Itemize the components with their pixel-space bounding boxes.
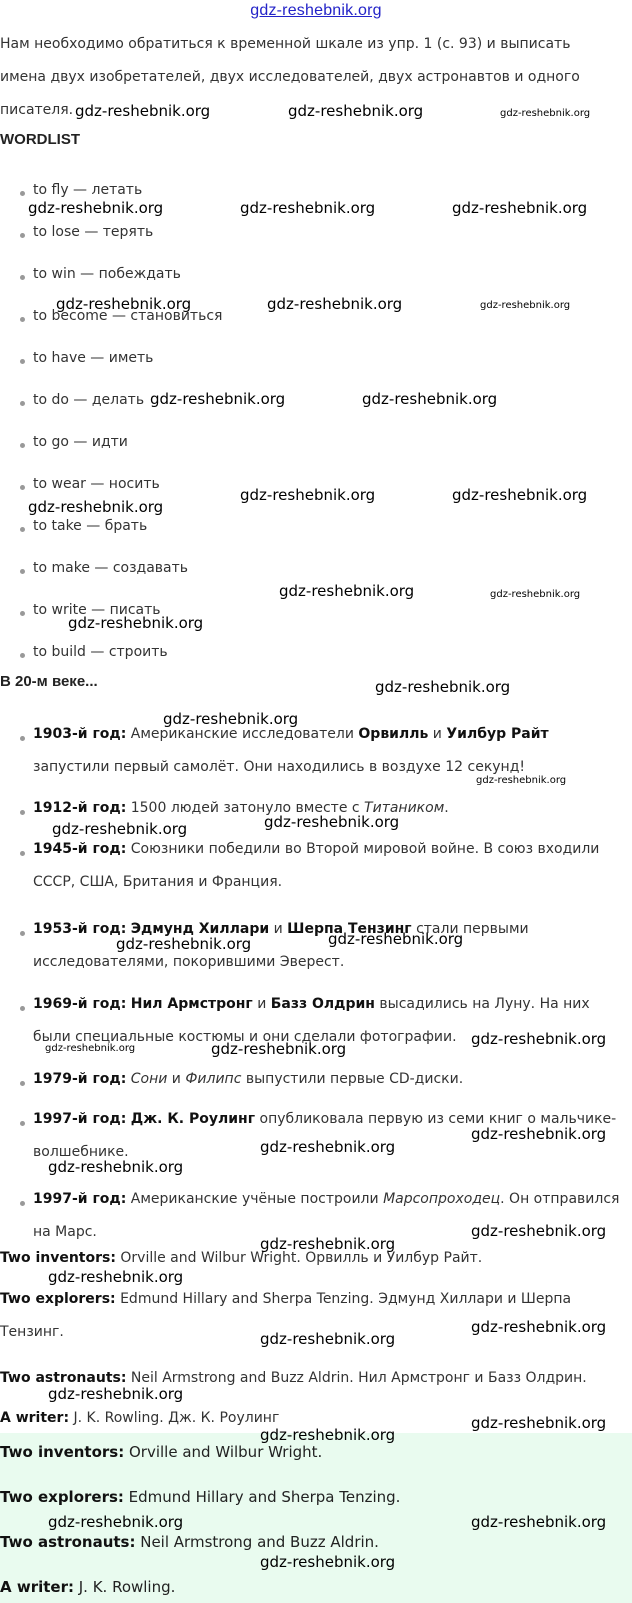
watermark: gdz-reshebnik.org	[452, 486, 588, 504]
bullet-dot	[20, 569, 25, 574]
wordlist-title: WORDLIST	[0, 131, 80, 148]
watermark: gdz-reshebnik.org	[471, 1030, 607, 1048]
bullet-dot	[20, 1121, 25, 1126]
list-item: to fly — летать	[33, 182, 143, 198]
green-answer-explorers: Two explorers: Edmund Hillary and Sherpa Tenzing.	[0, 1488, 401, 1506]
watermark: gdz-reshebnik.org	[500, 108, 591, 119]
watermark: gdz-reshebnik.org	[260, 1426, 396, 1444]
list-item: to do — делать	[33, 392, 145, 408]
timeline-item-1903-plane: 1903-й год: Американские исследователи Орвилль и Уилбур Райт запустили первый самолёт. Они находились в воздухе 12 секунд!	[33, 726, 549, 775]
timeline-item-1969-moon: 1969-й год: Нил Армстронг и Базз Олдрин высадились на Луну. На них были специальные костюмы и они сделали фотографии.	[33, 996, 590, 1045]
timeline-item-1997-mars: 1997-й год: Американские учёные построили Марсопроходец. Он отправился на Марс.	[33, 1191, 620, 1240]
list-item: to make — создавать	[33, 560, 189, 576]
bullet-dot	[20, 1201, 25, 1206]
watermark: gdz-reshebnik.org	[264, 813, 400, 831]
bullet-dot	[20, 485, 25, 490]
watermark: gdz-reshebnik.org	[240, 199, 376, 217]
answer-explorers: Two explorers: Edmund Hillary and Sherpa Tenzing. Эдмунд Хиллари и Шерпа Тензинг.	[0, 1291, 572, 1340]
watermark: gdz-reshebnik.org	[260, 1138, 396, 1156]
bullet-dot	[20, 233, 25, 238]
watermark: gdz-reshebnik.org	[28, 498, 164, 516]
green-answer-astronauts: Two astronauts: Neil Armstrong and Buzz Aldrin.	[0, 1533, 379, 1551]
bullet-dot	[20, 810, 25, 815]
watermark: gdz-reshebnik.org	[211, 1040, 347, 1058]
bullet-dot	[20, 275, 25, 280]
timeline-item-1953-everest: 1953-й год: Эдмунд Хиллари и Шерпа Тензинг стали первыми исследователями, покорившими Эверест.	[33, 921, 529, 970]
list-item: to become — становиться	[33, 308, 223, 324]
answer-writer: A writer: J. K. Rowling. Дж. К. Роулинг	[0, 1410, 280, 1426]
bullet-dot	[20, 401, 25, 406]
bullet-dot	[20, 851, 25, 856]
site-header-link[interactable]: gdz-reshebnik.org	[250, 2, 382, 19]
watermark: gdz-reshebnik.org	[288, 102, 424, 120]
green-answer-inventors: Two inventors: Orville and Wilbur Wright.	[0, 1443, 323, 1461]
timeline-item-1912-titanic: 1912-й год: 1500 людей затонуло вместе с Титаником.	[33, 800, 449, 816]
list-item: to lose — терять	[33, 224, 154, 240]
watermark: gdz-reshebnik.org	[116, 935, 252, 953]
list-item: to take — брать	[33, 518, 148, 534]
watermark: gdz-reshebnik.org	[48, 1268, 184, 1286]
bullet-dot	[20, 653, 25, 658]
watermark: gdz-reshebnik.org	[260, 1553, 396, 1571]
watermark: gdz-reshebnik.org	[163, 710, 299, 728]
list-item: to go — идти	[33, 434, 128, 450]
watermark: gdz-reshebnik.org	[48, 1158, 184, 1176]
answer-inventors: Two inventors: Orville and Wilbur Wright. Орвилль и Уилбур Райт.	[0, 1250, 483, 1266]
watermark: gdz-reshebnik.org	[260, 1235, 396, 1253]
answer-astronauts: Two astronauts: Neil Armstrong and Buzz Aldrin. Нил Армстронг и Базз Олдрин.	[0, 1370, 587, 1386]
watermark: gdz-reshebnik.org	[150, 390, 286, 408]
bullet-dot	[20, 611, 25, 616]
bullet-dot	[20, 191, 25, 196]
watermark: gdz-reshebnik.org	[471, 1222, 607, 1240]
watermark: gdz-reshebnik.org	[45, 1043, 136, 1054]
watermark: gdz-reshebnik.org	[56, 295, 192, 313]
watermark: gdz-reshebnik.org	[476, 775, 567, 786]
watermark: gdz-reshebnik.org	[48, 1513, 184, 1531]
answer-box	[0, 1433, 632, 1603]
bullet-dot	[20, 1006, 25, 1011]
watermark: gdz-reshebnik.org	[471, 1125, 607, 1143]
watermark: gdz-reshebnik.org	[48, 1385, 184, 1403]
watermark: gdz-reshebnik.org	[375, 678, 511, 696]
task-intro: Нам необходимо обратиться к временной шкале из упр. 1 (с. 93) и выписать имена двух изобретателей, двух исследователей, двух астронавтов и одного писателя.	[0, 36, 580, 118]
bullet-dot	[20, 527, 25, 532]
watermark: gdz-reshebnik.org	[68, 614, 204, 632]
watermark: gdz-reshebnik.org	[452, 199, 588, 217]
watermark: gdz-reshebnik.org	[471, 1318, 607, 1336]
bullet-dot	[20, 736, 25, 741]
bullet-dot	[20, 1081, 25, 1086]
watermark: gdz-reshebnik.org	[267, 295, 403, 313]
watermark: gdz-reshebnik.org	[240, 486, 376, 504]
timeline-item-1979-cd: 1979-й год: Сони и Филипс выпустили первые CD-диски.	[33, 1071, 464, 1087]
watermark: gdz-reshebnik.org	[480, 300, 571, 311]
watermark: gdz-reshebnik.org	[260, 1330, 396, 1348]
bullet-dot	[20, 317, 25, 322]
bullet-dot	[20, 443, 25, 448]
watermark: gdz-reshebnik.org	[328, 930, 464, 948]
green-answer-writer: A writer: J. K. Rowling.	[0, 1578, 176, 1596]
list-item: to build — строить	[33, 644, 168, 660]
timeline-item-1997-rowling: 1997-й год: Дж. К. Роулинг опубликовала первую из семи книг о мальчике-волшебнике.	[33, 1111, 617, 1160]
watermark: gdz-reshebnik.org	[52, 820, 188, 838]
watermark: gdz-reshebnik.org	[490, 589, 581, 600]
list-item: to write — писать	[33, 602, 161, 618]
watermark: gdz-reshebnik.org	[75, 102, 211, 120]
list-item: to win — побеждать	[33, 266, 181, 282]
list-item: to have — иметь	[33, 350, 154, 366]
watermark: gdz-reshebnik.org	[471, 1414, 607, 1432]
timeline-item-1945-war: 1945-й год: Союзники победили во Второй мировой войне. В союз входили СССР, США, Британия и Франция.	[33, 841, 600, 890]
watermark: gdz-reshebnik.org	[362, 390, 498, 408]
watermark: gdz-reshebnik.org	[471, 1513, 607, 1531]
watermark: gdz-reshebnik.org	[28, 199, 164, 217]
bullet-dot	[20, 931, 25, 936]
timeline-title: В 20-м веке...	[0, 673, 98, 690]
list-item: to wear — носить	[33, 476, 160, 492]
watermark: gdz-reshebnik.org	[279, 582, 415, 600]
bullet-dot	[20, 359, 25, 364]
